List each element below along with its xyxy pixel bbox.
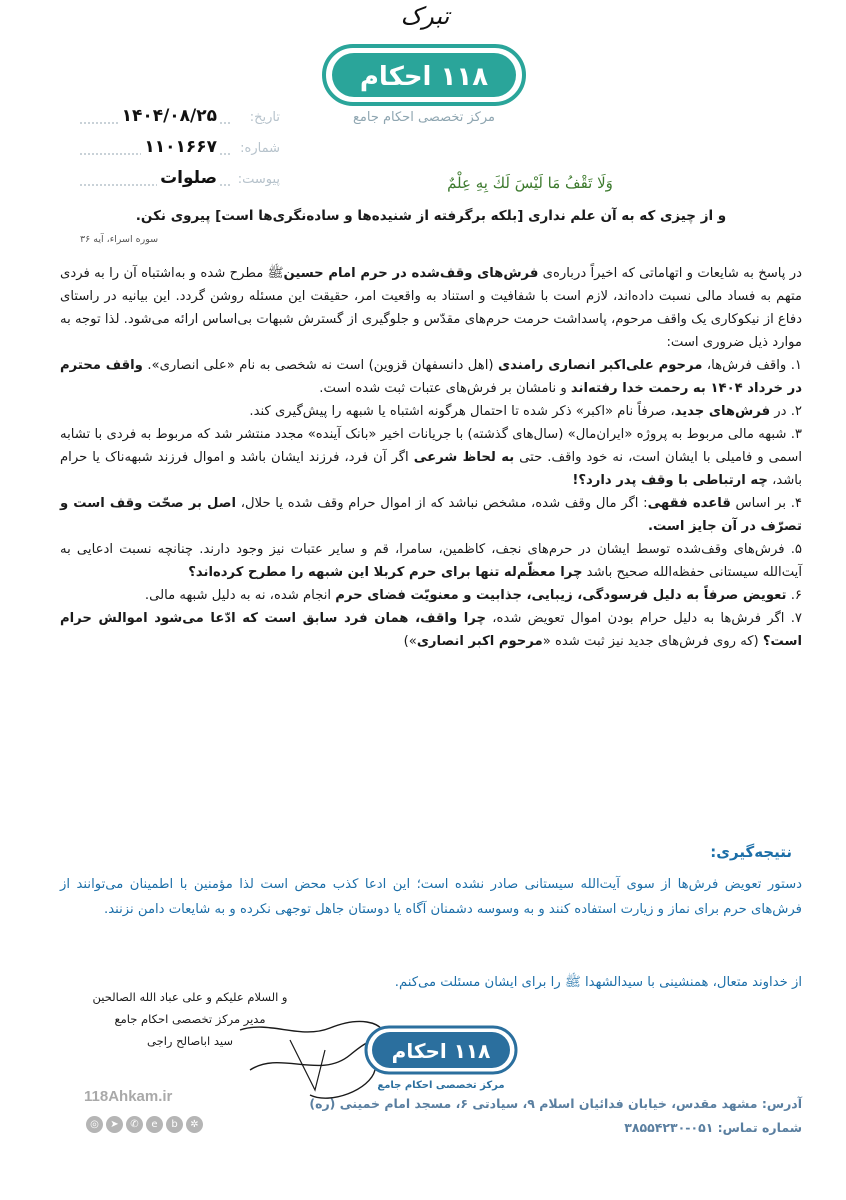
point-text: اگر آن فرد، فرزند ایشان باشد و اموال فرزند شبهه‌ناک یا حرام باشد، [60, 450, 802, 488]
point-text: ۳. شبهه مالی مربوط به پروژه «ایران‌مال» (سال‌های گذشته) با جریانات اخیر «بانک آینده» مجدد منتشر شد که مربوط به فردی با تشابه اسمی و فامیلی با ایشان است، نه خود واقف. حتی [60, 427, 802, 465]
verse-persian: و از چیزی که به آن علم نداری [بلکه برگرفته از شنیده‌ها و ساده‌نگری‌ها است] پیروی نکن. [135, 208, 727, 224]
point-text: (که روی فرش‌های جدید نیز ثبت شده « [542, 634, 763, 649]
intro-paragraph [60, 262, 802, 354]
point-text: (اهل دانسفهان قزوین) است نه شخصی به نام «علی انصاری». [142, 358, 499, 373]
verse-reference: سوره اسراء، آیه ۳۶ [80, 234, 159, 245]
point-text: ۵. فرش‌های وقف‌شده توسط ایشان در حرم‌های نجف، کاظمین، سامرا، قم و سایر عتبات نیز وجود دارند. چنانچه نسبت ادعایی به آیت‌الله سیستانی حفظه‌الله صحیح باشد [60, 542, 802, 580]
point-text: ۷. اگر فرش‌ها به دلیل حرام بودن اموال تعویض شده، [486, 611, 802, 626]
point-text: ۱. واقف فرش‌ها، [702, 358, 802, 373]
instagram-icon[interactable]: ◎ [86, 1116, 103, 1133]
meta-number-row [80, 137, 280, 163]
social-icons [86, 1112, 206, 1134]
whatsapp-icon[interactable]: ✆ [126, 1116, 143, 1133]
meta-attachment-row [80, 168, 280, 194]
point-bold: چرا معظّم‌له تنها برای حرم کربلا این شبهه را مطرح کرده‌اند؟ [188, 565, 583, 580]
point-bold: چرا واقف، همان فرد سابق است که ادّعا می‌شود اموالش حرام است؟ [60, 611, 802, 649]
point-bold: فرش‌های جدید [674, 404, 771, 419]
signature-greeting: و السلام علیکم و علی عباد الله الصالحین [92, 990, 288, 1004]
point-bold: قاعده فقهی [647, 496, 731, 511]
org-name: مرکز تخصصی احکام جامع [352, 110, 495, 125]
point-6 [60, 584, 802, 607]
point-text: انجام شده، نه به دلیل شبهه مالی. [144, 588, 336, 603]
eitaa-icon[interactable]: e [146, 1116, 163, 1133]
number-label: شماره: [240, 141, 280, 156]
signature-name: سید ابا‌صالح راجی [147, 1034, 233, 1048]
logo-118-ahkam [320, 42, 528, 108]
point-text: ۴. بر اساس [730, 496, 803, 511]
bale-icon[interactable]: b [166, 1116, 183, 1133]
footer-phone: شماره تماس: ۰۵۱-۳۸۵۵۴۲۳۰ [624, 1120, 802, 1135]
conclusion-text [60, 872, 802, 922]
point-4 [60, 492, 802, 538]
point-bold: مرحوم اکبر انصاری [416, 634, 543, 649]
tabarok-calligraphy: تبرک [400, 2, 450, 30]
intro-text: در پاسخ به شایعات و اتهاماتی که اخیراً درباره‌ی [538, 266, 802, 281]
intro-bold: فرش‌های وقف‌شده در حرم امام حسین [283, 266, 539, 281]
date-value: ۱۴۰۴/۰۸/۲۵ [119, 106, 220, 126]
point-bold: مرحوم علی‌اکبر انصاری رامندی [498, 358, 703, 373]
point-text: ۶. [786, 588, 802, 603]
number-value: ۱۱۰۱۶۶۷ [141, 137, 220, 157]
point-bold: اصل بر صحّت وقف است و تصرّف در آن جایز است. [60, 496, 802, 534]
point-text: ، صرفاً نام «اکبر» ذکر شده تا احتمال هرگونه اشتباه یا شبهه را پیش‌گیری کند. [249, 404, 675, 419]
statement-body [60, 262, 802, 653]
attachment-value: صلوات [157, 168, 220, 188]
meta-date-row [80, 106, 280, 132]
point-bold: چه ارتباطی با وقف پدر دارد؟! [572, 473, 768, 488]
point-text: : اگر مال وقف شده، مشخص نباشد که از اموال حرام وقف شده یا حلال، [236, 496, 648, 511]
point-text: ») [403, 634, 417, 649]
point-bold: تعویض صرفاً به دلیل فرسودگی، زیبایی، جذابیت و معنویّت فضای حرم [335, 588, 787, 603]
logo-text: ۱۱۸ احکام [359, 62, 489, 92]
conclusion-paragraph: دستور تعویض فرش‌ها از سوی آیت‌الله سیستانی صادر نشده است؛ این ادعا کذب محض است لذا مؤمنین با اطمینان می‌توانند از فرش‌های حرم برای نماز و زیارت استفاده کنند و به وسوسه دشمنان آگاه یا دوستان جاهل توجهی نکرده و به شایعات دامن نزنند. [60, 877, 802, 917]
point-1 [60, 354, 802, 400]
telegram-icon[interactable]: ➤ [106, 1116, 123, 1133]
point-7 [60, 607, 802, 653]
point-bold: واقف محترم در خرداد ۱۴۰۴ به رحمت خدا رفته‌اند [60, 358, 802, 396]
intro-text: ﷺ مطرح شده و به‌اشتباه آن را به فردی متهم به فساد مالی نسبت داده‌اند، لازم است با شفافیت و استناد به واقعیت امر، حقیقت این مسئله روشن گردد. این بیانیه در راستای دفاع از نیکوکاری یک واقف مرحوم، پاسداشت حرمت حرم‌های مقدّس و جلوگیری از گسترش شبهات بی‌اساس ارائه می‌شود. لذا توجه به موارد ذیل ضروری است: [60, 266, 802, 350]
stamp-logo [363, 1024, 519, 1096]
point-5 [60, 538, 802, 584]
aparat-icon[interactable]: ✲ [186, 1116, 203, 1133]
signature-title: مدیر مرکز تخصصی احکام جامع [114, 1012, 266, 1026]
conclusion-title: نتیجه‌گیری: [710, 843, 792, 861]
date-label: تاریخ: [249, 110, 280, 125]
closing-prayer: از خداوند متعال، همنشینی با سیدالشهدا ﷺ را برای ایشان مسئلت می‌کنم. [394, 975, 802, 990]
website-link[interactable]: 118Ahkam.ir [84, 1088, 173, 1105]
point-2 [60, 400, 802, 423]
stamp-caption: مرکز تخصصی احکام جامع [377, 1080, 505, 1091]
verse-arabic: وَلَا تَقْفُ مَا لَيْسَ لَكَ بِهِ عِلْمٌ [447, 174, 613, 192]
stamp-logo-text: ۱۱۸ احکام [391, 1039, 491, 1063]
point-text: ۲. در [770, 404, 802, 419]
point-3 [60, 423, 802, 492]
point-text: و نامشان بر فرش‌های عتبات ثبت شده است. [319, 381, 571, 396]
footer-address: آدرس: مشهد مقدس، خیابان فدائیان اسلام ۹، سیادتی ۶، مسجد امام خمینی (ره) [309, 1096, 802, 1111]
attachment-label: پیوست: [237, 172, 280, 187]
point-bold: به لحاظ شرعی [413, 450, 515, 465]
